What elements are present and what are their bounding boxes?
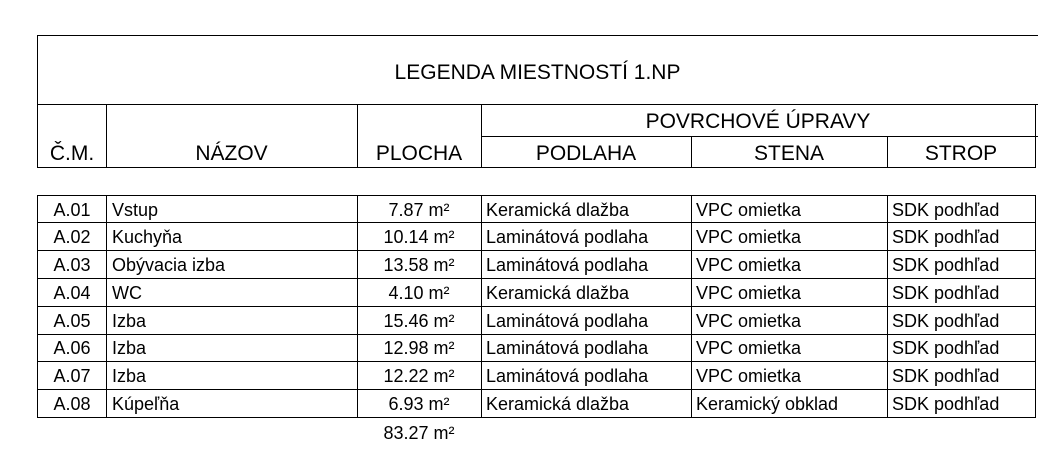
row-area: 12.98 m²	[383, 338, 455, 358]
header-finishes: POVRCHOVÉ ÚPRAVY	[645, 110, 871, 133]
row-name: Kúpeľňa	[112, 394, 180, 414]
row-wall: VPC omietka	[696, 311, 802, 331]
row-ceiling: SDK podhľad	[892, 227, 1000, 247]
row-name: WC	[112, 283, 142, 303]
row-name: Izba	[112, 338, 147, 358]
row-wall: VPC omietka	[696, 255, 802, 275]
header-top-border	[37, 35, 1038, 36]
row-ceiling: SDK podhľad	[892, 366, 1000, 386]
row-area: 10.14 m²	[383, 227, 455, 247]
row-floor: Keramická dlažba	[486, 200, 630, 220]
header-ceiling: STROP	[924, 142, 998, 165]
row-floor: Laminátová podlaha	[486, 338, 649, 358]
title-bottom-border	[37, 104, 1038, 105]
header-wall: STENA	[753, 142, 824, 165]
row-area: 15.46 m²	[383, 311, 455, 331]
body-col-sep-4	[691, 195, 692, 418]
row-name: Obývacia izba	[112, 255, 226, 275]
row-wall: VPC omietka	[696, 283, 802, 303]
row-name: Vstup	[112, 200, 159, 220]
row-floor: Keramická dlažba	[486, 394, 630, 414]
row-wall: VPC omietka	[696, 366, 802, 386]
row-wall: Keramický obklad	[696, 394, 839, 414]
row-number: A.06	[53, 338, 91, 358]
body-right-border	[1035, 195, 1036, 418]
header-name: NÁZOV	[195, 142, 268, 165]
row-wall: VPC omietka	[696, 227, 802, 247]
row-ceiling: SDK podhľad	[892, 283, 1000, 303]
row-area: 12.22 m²	[383, 366, 455, 386]
row-ceiling: SDK podhľad	[892, 311, 1000, 331]
row-floor: Laminátová podlaha	[486, 366, 649, 386]
row-floor: Laminátová podlaha	[486, 255, 649, 275]
row-floor: Keramická dlažba	[486, 283, 630, 303]
row-area: 4.10 m²	[388, 283, 450, 303]
row-name: Izba	[112, 366, 147, 386]
table-title: LEGENDA MIESTNOSTÍ 1.NP	[394, 61, 681, 84]
total-area: 83.27 m²	[383, 423, 455, 443]
row-area: 6.93 m²	[388, 394, 450, 414]
row-wall: VPC omietka	[696, 200, 802, 220]
row-name: Kuchyňa	[112, 227, 183, 247]
row-ceiling: SDK podhľad	[892, 394, 1000, 414]
row-floor: Laminátová podlaha	[486, 311, 649, 331]
row-number: A.04	[53, 283, 91, 303]
row-wall: VPC omietka	[696, 338, 802, 358]
finishes-divider	[482, 136, 1038, 137]
row-number: A.08	[53, 394, 91, 414]
row-ceiling: SDK podhľad	[892, 200, 1000, 220]
header-floor: PODLAHA	[535, 142, 637, 165]
row-area: 7.87 m²	[388, 200, 450, 220]
row-number: A.02	[53, 227, 91, 247]
body-col-sep-5	[887, 195, 888, 418]
row-floor: Laminátová podlaha	[486, 227, 649, 247]
row-number: A.05	[53, 311, 91, 331]
row-ceiling: SDK podhľad	[892, 338, 1000, 358]
row-number: A.03	[53, 255, 91, 275]
header-number: Č.M.	[49, 142, 95, 165]
row-area: 13.58 m²	[383, 255, 455, 275]
row-ceiling: SDK podhľad	[892, 255, 1000, 275]
body-col-sep-3	[481, 195, 482, 418]
row-number: A.01	[53, 200, 91, 220]
row-name: Izba	[112, 311, 147, 331]
header-right-border	[1035, 104, 1036, 168]
header-area: PLOCHA	[375, 142, 463, 165]
row-number: A.07	[53, 366, 91, 386]
